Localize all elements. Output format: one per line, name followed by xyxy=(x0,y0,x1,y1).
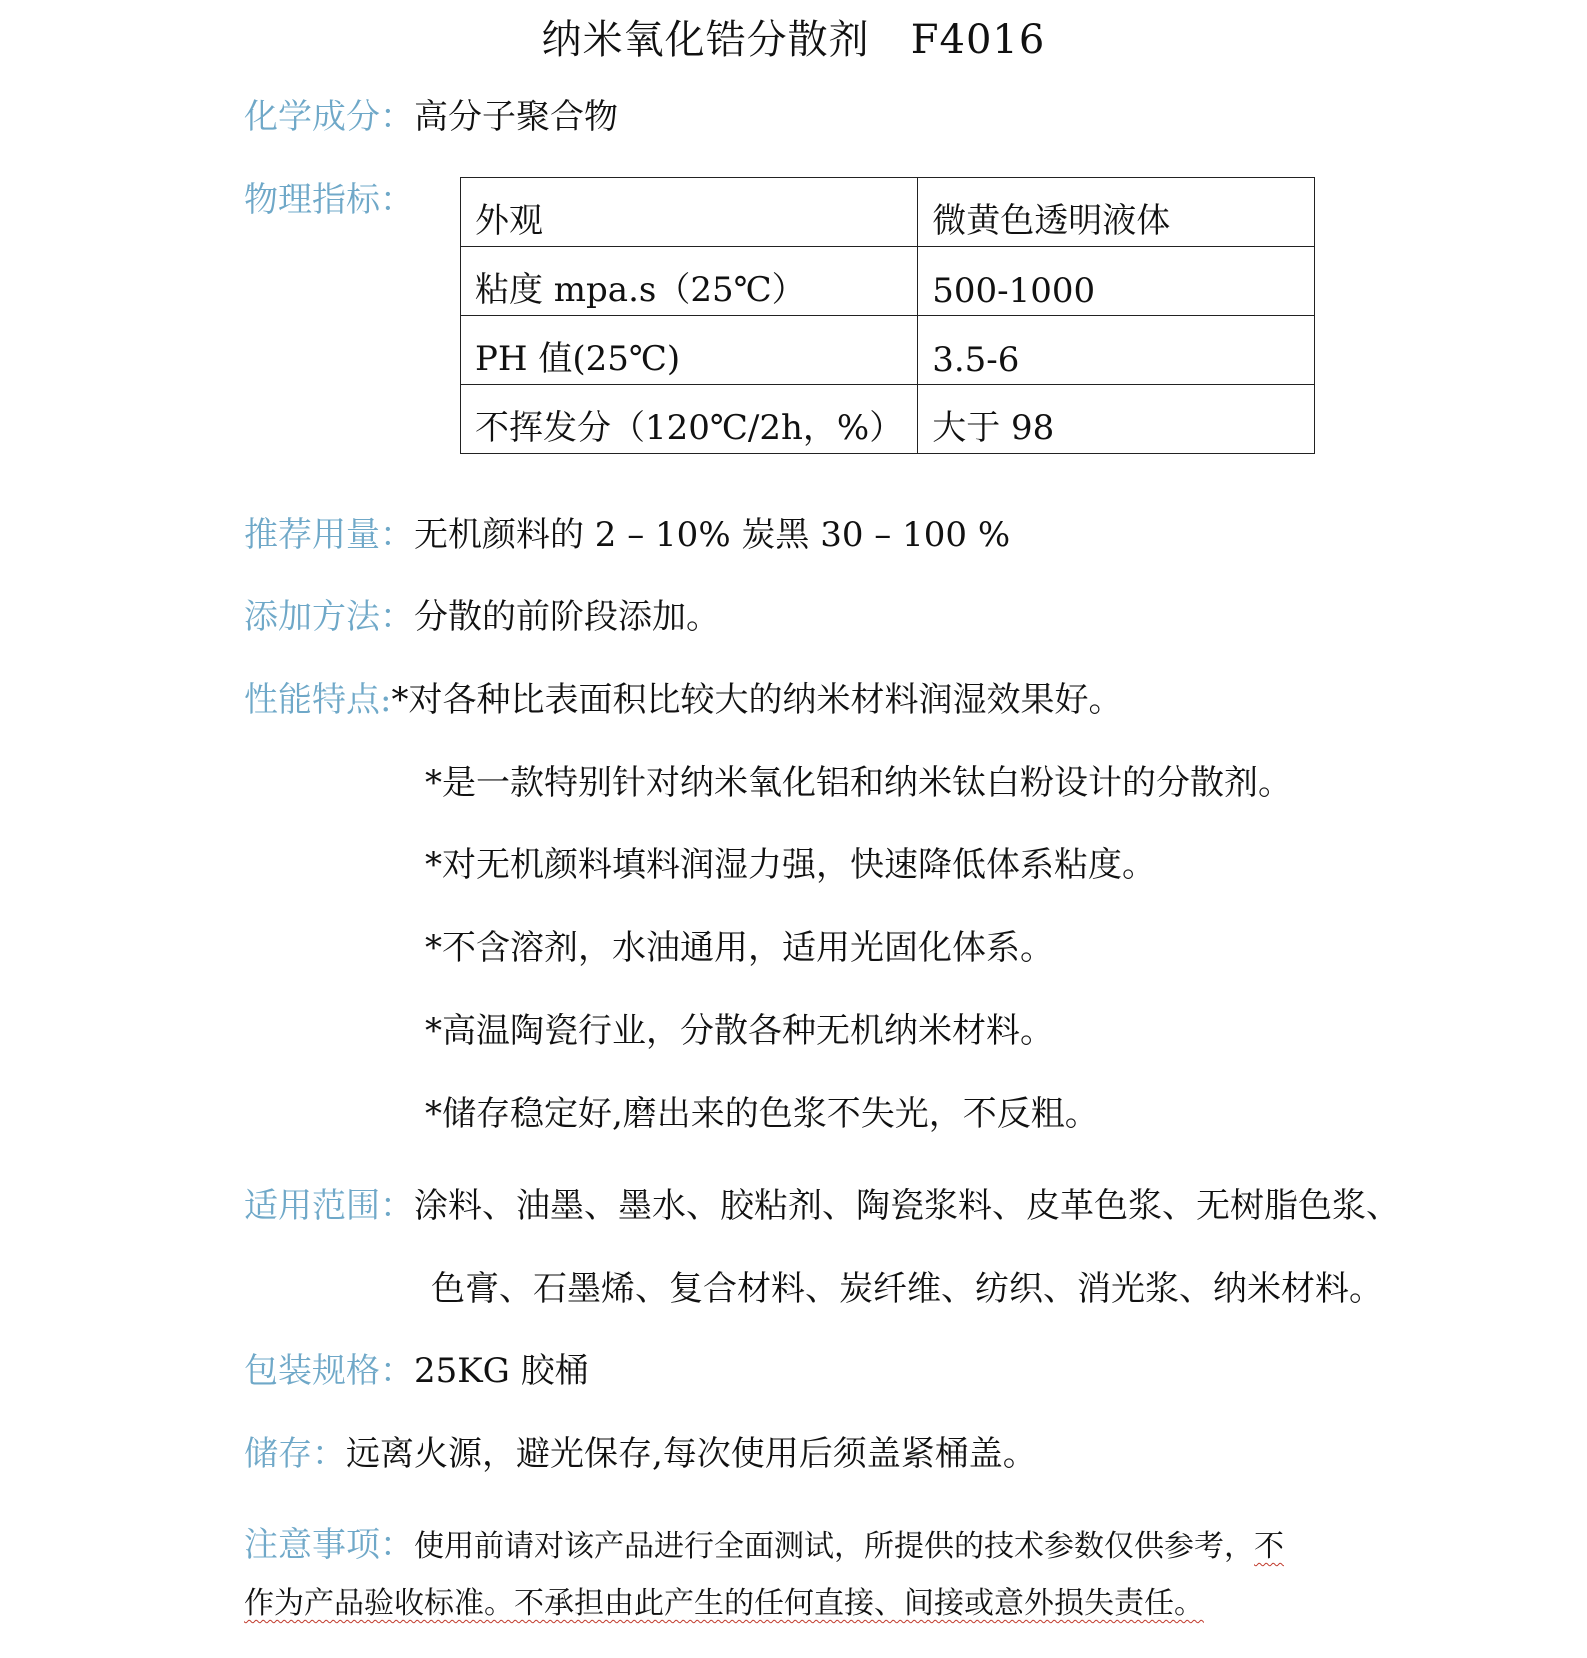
packaging-label: 包装规格： xyxy=(244,1351,414,1391)
table-row xyxy=(461,316,1315,385)
notice-row xyxy=(244,1523,1284,1569)
notice-line-1: 使用前请对该产品进行全面测试，所提供的技术参数仅供参考， xyxy=(414,1529,1254,1564)
feature-item: *是一款特别针对纳米氧化铝和纳米钛白粉设计的分散剂。 xyxy=(425,763,1292,803)
notice-line-2: 作为产品验收标准。不承担由此产生的任何直接、间接或意外损失责任。 xyxy=(244,1586,1204,1621)
scope-line-1: 涂料、油墨、墨水、胶粘剂、陶瓷浆料、皮革色浆、无树脂色浆、 xyxy=(414,1186,1400,1226)
notice-line-1-end: 不 xyxy=(1254,1529,1284,1564)
features-row xyxy=(244,678,1122,722)
spec-table xyxy=(460,177,1315,454)
spec-name-cell: 外观 xyxy=(461,178,918,247)
storage-label: 储存： xyxy=(244,1434,346,1474)
composition-value: 高分子聚合物 xyxy=(414,97,618,137)
method-label: 添加方法： xyxy=(244,597,414,637)
document-title: 纳米氧化锆分散剂 F4016 xyxy=(541,17,1046,63)
table-row xyxy=(461,178,1315,247)
spec-value-cell: 微黄色透明液体 xyxy=(918,178,1315,247)
scope-line-2: 色膏、石墨烯、复合材料、炭纤维、纺织、消光浆、纳米材料。 xyxy=(431,1269,1383,1309)
spec-name-cell: 粘度 mpa.s（25℃） xyxy=(461,247,918,316)
storage-value: 远离火源，避光保存,每次使用后须盖紧桶盖。 xyxy=(346,1434,1037,1474)
method-row xyxy=(244,595,720,639)
spec-value-cell: 大于 98 xyxy=(918,385,1315,454)
physical-label: 物理指标： xyxy=(244,180,414,220)
notice-line-2-row xyxy=(244,1582,1204,1626)
spec-name-cell: PH 值(25℃) xyxy=(461,316,918,385)
packaging-value: 25KG 胶桶 xyxy=(414,1351,589,1391)
feature-item: *储存稳定好,磨出来的色浆不失光，不反粗。 xyxy=(425,1094,1099,1134)
spec-value-cell: 3.5-6 xyxy=(918,316,1315,385)
features-label: 性能特点: xyxy=(244,680,392,720)
notice-label: 注意事项： xyxy=(244,1525,414,1565)
feature-item: *对无机颜料填料润湿力强，快速降低体系粘度。 xyxy=(425,845,1156,885)
table-row xyxy=(461,247,1315,316)
feature-item: *对各种比表面积比较大的纳米材料润湿效果好。 xyxy=(391,680,1123,720)
feature-item: *高温陶瓷行业，分散各种无机纳米材料。 xyxy=(425,1011,1054,1051)
scope-row xyxy=(244,1184,1400,1228)
composition-label: 化学成分： xyxy=(244,97,414,137)
dosage-row xyxy=(244,513,1010,557)
composition-row xyxy=(244,95,618,139)
dosage-value: 无机颜料的 2 – 10% 炭黑 30 – 100 % xyxy=(414,515,1011,555)
physical-label-row xyxy=(244,178,414,222)
method-value: 分散的前阶段添加。 xyxy=(414,597,720,637)
scope-label: 适用范围： xyxy=(244,1186,414,1226)
spec-name-cell: 不挥发分（120℃/2h，%） xyxy=(461,385,918,454)
storage-row xyxy=(244,1432,1037,1476)
packaging-row xyxy=(244,1349,589,1393)
dosage-label: 推荐用量： xyxy=(244,515,414,555)
feature-item: *不含溶剂，水油通用，适用光固化体系。 xyxy=(425,928,1054,968)
spec-value-cell: 500-1000 xyxy=(918,247,1315,316)
table-row xyxy=(461,385,1315,454)
